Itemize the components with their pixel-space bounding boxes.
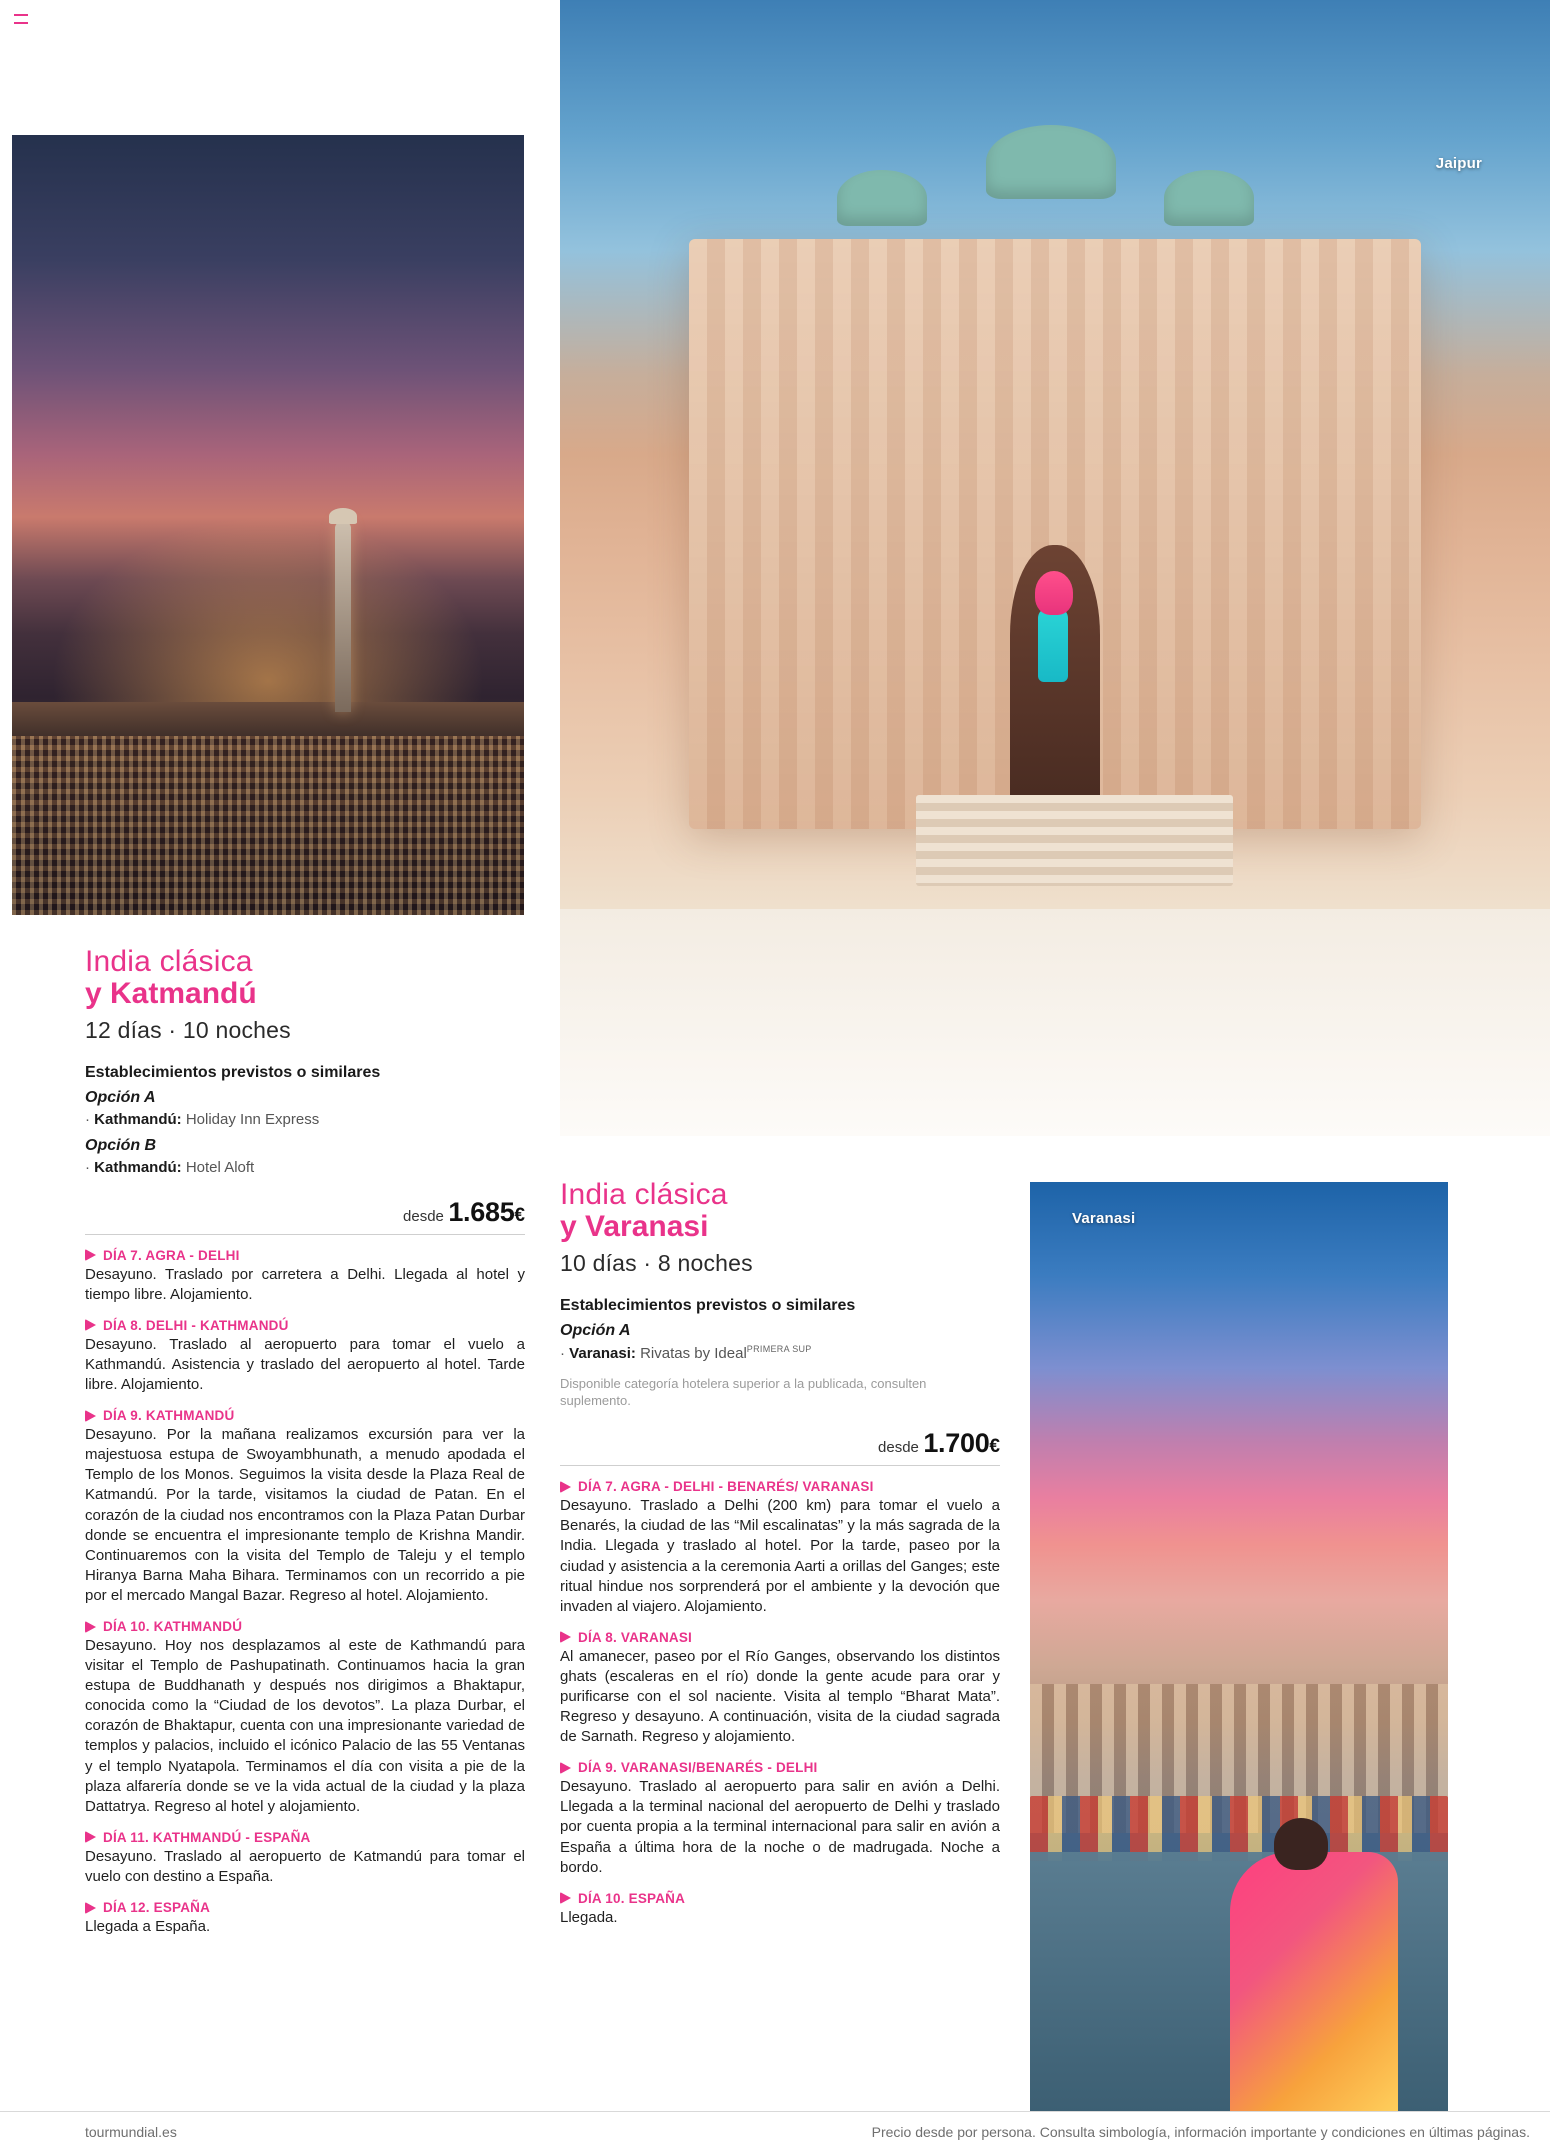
itinerary-day [560,1479,1000,1617]
itinerary-day-title: DÍA 8. DELHI - KATHMANDÚ [103,1317,289,1333]
itinerary-day [85,1248,525,1305]
tour-title-line1: India clásica [560,1178,728,1211]
photo-caption-jaipur: Jaipur [1435,155,1482,172]
tour-duration: 12 días · 10 noches [85,1017,291,1044]
itinerary-day [85,1619,525,1817]
hotel-row: · Kathmandú: Holiday Inn Express [85,1111,320,1129]
hotel-row: · Kathmandú: Hotel Aloft [85,1159,255,1177]
itinerary-day-body: Desayuno. Traslado a Delhi (200 km) para tomar el vuelo a Benarés, la ciudad de las “Mil escalinatas” y la más sagrada de la India. Llegada y traslado al hotel. Por la tarde, paseo por la ciudad y asistencia a la ceremonia Aarti a orillas del Ganges; este ritual hindue nos sorprenderá por el ambiente y la devoción que invaden al viajero. Alojamiento. [560,1497,1000,1615]
flag-icon [560,1762,571,1774]
hotel-option-label: Opción B [85,1137,157,1155]
flag-icon [560,1481,571,1493]
photo-tower-shape [335,522,351,712]
tour-title-line2: y Katmandú [85,976,257,1010]
hotel-option-label: Opción A [85,1089,156,1107]
itinerary-day-head [85,1318,525,1333]
itinerary-day-head [560,1479,1000,1494]
price-currency: € [514,1204,525,1226]
flag-icon [85,1249,96,1261]
tour-title-line1: India clásica [85,945,253,978]
tour-block-varanasi [560,1178,1000,1928]
photo-varanasi-ganges [1030,1182,1448,2112]
itinerary-day-head [560,1891,1000,1906]
hotels-heading: Establecimientos previstos o similares [560,1297,856,1315]
flag-icon [85,1902,96,1914]
hotel-city: Kathmandú: [94,1159,182,1177]
hotel-city: Varanasi: [569,1345,636,1363]
tour-block-katmandu [85,945,525,1937]
itinerary-day-head [85,1900,525,1915]
page-footer [0,2111,1550,2152]
price-currency: € [989,1436,1000,1458]
itinerary-day-title: DÍA 10. KATHMANDÚ [103,1619,243,1634]
price-prefix: desde [878,1439,919,1457]
itinerary-day [85,1900,525,1937]
photo-kathmandu-dusk [12,135,524,915]
itinerary-day-body: Desayuno. Traslado al aeropuerto de Katmandú para tomar el vuelo con destino a España. [85,1847,525,1885]
photo-dome-shape [986,125,1116,199]
itinerary-day [85,1830,525,1887]
page-corner-mark [14,14,28,24]
itinerary-day-body: Desayuno. Traslado al aeropuerto para tomar el vuelo a Kathmandú. Asistencia y traslado del aeropuerto al hotel. Tarde libre. Alojamiento. [85,1335,525,1394]
photo-figure-sari [1230,1852,1398,2112]
photo-wall-shape [12,702,524,736]
hotel-category: PRIMERA SUP [746,1344,812,1355]
photo-steps-shape [916,795,1233,886]
itinerary-day-head [85,1408,525,1423]
itinerary-day-body: Desayuno. Por la mañana realizamos excursión para ver la majestuosa estupa de Swoyambhunath, a menudo apodada el Templo de los Monos. Seguimos la visita desde la Plaza Real de Katmandú. Por la tarde, visitamos la ciudad de Patan. En el corazón de la ciudad nos encontramos con la Plaza Patan Durbar donde se encuentra el impresionante templo de Krishna Mandir. Continuaremos con la visita del Templo de Taleju y el templo Hiranya Barna Maha Bihara. Terminamos con un recorrido a pie por el mercado Mangal Bazar. Regreso al hotel. Alojamiento. [85,1426,525,1604]
flag-icon [85,1319,96,1331]
itinerary-day-body: Desayuno. Traslado al aeropuerto para salir en avión a Delhi. Llegada a la terminal nacional del aeropuerto de Delhi y traslado por cuenta propia a la terminal internacional para salir en avión a España a última hora de la noche o de madrugada. Noche a bordo. [560,1778,1000,1876]
price-row [560,1428,1000,1466]
price-prefix: desde [403,1207,444,1225]
itinerary-day-head [85,1619,525,1634]
photo-dome-shape [1164,170,1254,226]
photo-crowd-shape [12,736,524,915]
flag-icon [85,1621,96,1633]
itinerary-day-head [560,1630,1000,1645]
itinerary-day-head [85,1248,525,1263]
itinerary-day-body: Al amanecer, paseo por el Río Ganges, observando los distintos ghats (escaleras en el río) donde la gente acude para orar y purificarse con el sol naciente. Visita al templo “Bharat Mata”. Regreso y desayuno. A continuación, visita de la ciudad sagrada de Sarnath. Regreso y alojamiento. [560,1647,1000,1746]
corner-mark-line [14,22,28,24]
flag-icon [85,1410,96,1422]
photo-jaipur-palace [560,0,1550,1136]
photo-figure-dress [1038,608,1068,682]
hotel-note: Disponible categoría hotelera superior a la publicada, consulten suplemento. [560,1376,927,1409]
itinerary-day-title: DÍA 10. ESPAÑA [578,1890,686,1906]
photo-figure-scarf [1035,571,1073,615]
itinerary-day-head [560,1760,1000,1775]
itinerary-day-title: DÍA 7. AGRA - DELHI [103,1247,240,1263]
hotel-row: · Varanasi: Rivatas by Ideal$^{PRIMERA SUP}$ [560,1344,812,1363]
itinerary-day-title: DÍA 9. VARANASI/BENARÉS - DELHI [578,1760,818,1776]
itinerary-day [85,1408,525,1606]
itinerary-day-head [85,1830,525,1845]
itinerary-day-title: DÍA 9. KATHMANDÚ [103,1408,235,1424]
itinerary-day [560,1760,1000,1877]
flag-icon [85,1831,96,1843]
tour-title-line2: y Varanasi [560,1209,709,1243]
itinerary-day [560,1630,1000,1747]
hotel-city: Kathmandú: [94,1111,182,1129]
flag-icon [560,1892,571,1904]
hotel-name: Rivatas by Ideal [640,1345,747,1363]
price-row [85,1197,525,1235]
hotel-name: Holiday Inn Express [185,1111,320,1129]
itinerary-day-body: Llegada a España. [85,1918,211,1936]
hotels-heading: Establecimientos previstos o similares [85,1064,381,1082]
hotel-name: Hotel Aloft [185,1159,255,1177]
photo-plaza-shape [560,909,1550,1136]
corner-mark-line [14,14,28,16]
itinerary-day-title: DÍA 7. AGRA - DELHI - BENARÉS/ VARANASI [578,1479,874,1495]
footer-legal: Precio desde por persona. Consulta simbología, información importante y condiciones en últimas páginas. [871,2124,1530,2140]
photo-caption-varanasi: Varanasi [1072,1210,1136,1227]
itinerary-day [560,1891,1000,1928]
itinerary-day-title: DÍA 8. VARANASI [578,1629,693,1645]
itinerary-day-title: DÍA 12. ESPAÑA [103,1900,211,1916]
itinerary-day-body: Desayuno. Hoy nos desplazamos al este de Kathmandú para visitar el Templo de Pashupatinath. Continuamos hacia la gran estupa de Buddhanath y después nos dirigimos a Bhaktapur, conocida como la “Ciudad de los devotos”. La plaza Durbar, el corazón de Bhaktapur, cuenta con una impresionante variedad de templos y palacios, incluido el icónico Palacio de las 55 Ventanas y el templo Nyatapola. Terminamos el día con visita a pie de la plaza alfarería donde se ve la vida actual de la ciudad y la plaza Dattatrya. Regreso al hotel y alojamiento. [85,1637,525,1815]
footer-brand[interactable]: tourmundial.es [85,2124,177,2140]
itinerary-day-body: Llegada. [560,1908,618,1926]
flag-icon [560,1631,571,1643]
tour-duration: 10 días · 8 noches [560,1250,753,1277]
itinerary-day-body: Desayuno. Traslado por carretera a Delhi. Llegada al hotel y tiempo libre. Alojamiento. [85,1265,525,1303]
itinerary-day-title: DÍA 11. KATHMANDÚ - ESPAÑA [103,1829,311,1845]
itinerary-day [85,1318,525,1395]
price-amount: 1.700 [923,1428,990,1459]
price-amount: 1.685 [448,1196,515,1227]
hotel-option-label: Opción A [560,1322,631,1340]
photo-dome-shape [837,170,927,226]
